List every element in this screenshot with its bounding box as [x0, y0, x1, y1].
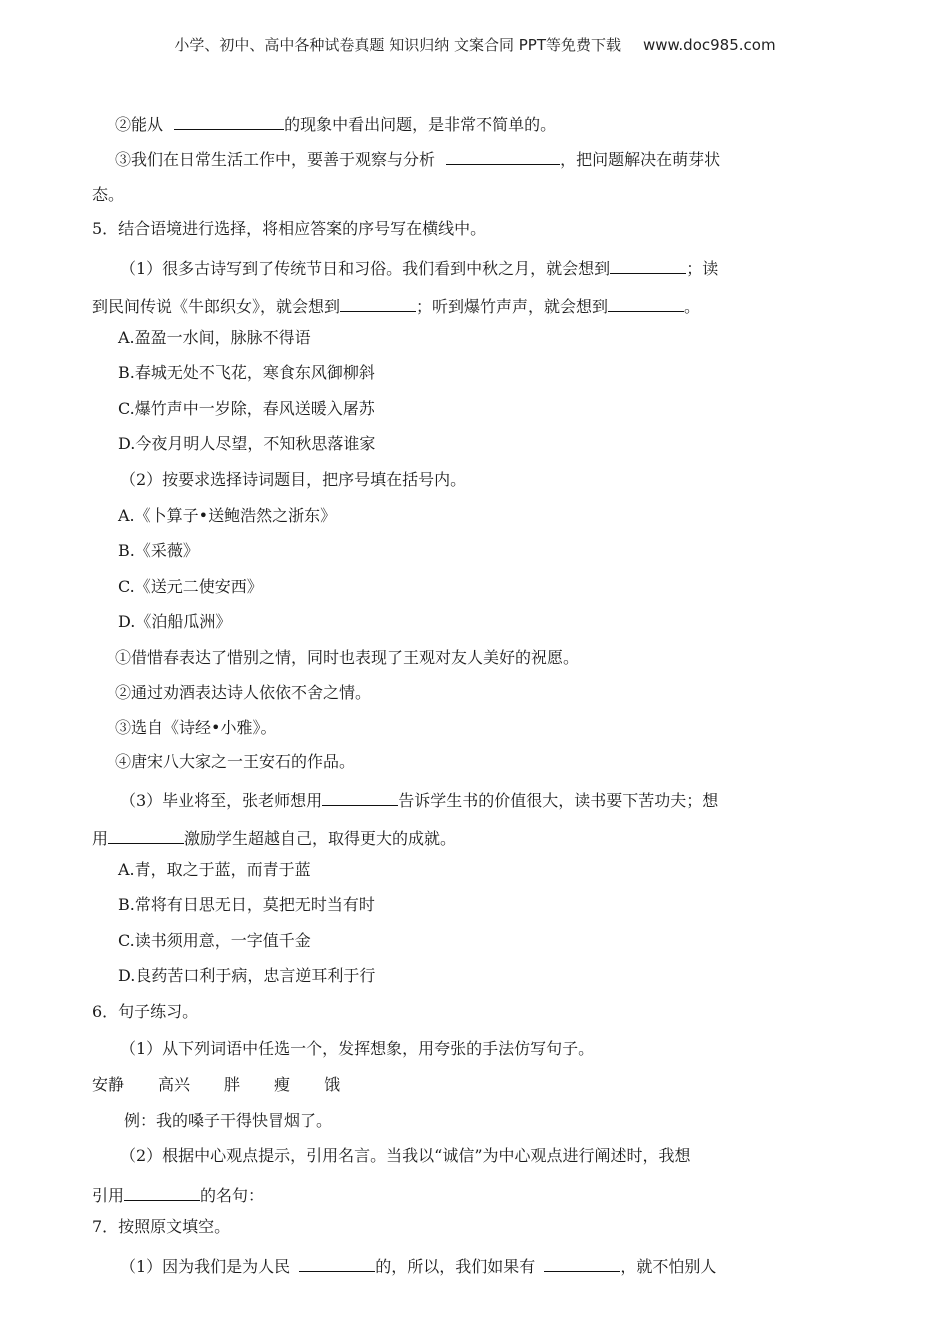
q5-p2: （2）按要求选择诗词题目，把序号填在括号内。	[120, 470, 467, 489]
blank[interactable]	[544, 1254, 620, 1272]
word: 瘦	[274, 1075, 291, 1094]
q5-option: C.《送元二使安西》	[118, 577, 263, 596]
q5-option: B.《采薇》	[118, 541, 199, 560]
blank[interactable]	[322, 788, 398, 806]
q5-option: A.青，取之于蓝，而青于蓝	[118, 860, 311, 879]
word: 安静	[92, 1075, 125, 1094]
q6-p1: （1）从下列词语中任选一个，发挥想象，用夸张的手法仿写句子。	[120, 1039, 595, 1058]
q5-p1-line1: （1）很多古诗写到了传统节日和习俗。我们看到中秋之月，就会想到 ；读	[120, 256, 718, 279]
page-header	[0, 34, 950, 55]
q5-statement: ③选自《诗经•小雅》。	[115, 718, 277, 737]
q4-line-2: ②能从 的现象中看出问题，是非常不简单的。	[115, 112, 556, 135]
q7-p1: （1）因为我们是为人民 的，所以，我们如果有 ，就不怕别人	[120, 1254, 716, 1277]
q5-p3-line1: （3）毕业将至，张老师想用 告诉学生书的价值很大，读书要下苦功夫；想	[120, 788, 718, 811]
q6-p2-line2: 引用 的名句：	[92, 1183, 264, 1206]
blank[interactable]	[610, 256, 686, 274]
q4-line-3-cont: 态。	[92, 185, 125, 204]
q5-option: A.《卜算子•送鲍浩然之浙东》	[118, 506, 337, 525]
header-text: 小学、初中、高中各种试卷真题 知识归纳 文案合同 PPT等免费下载	[174, 36, 621, 54]
q5-statement: ①借惜春表达了惜别之情，同时也表现了王观对友人美好的祝愿。	[115, 648, 580, 667]
q6-word-list	[92, 1075, 340, 1095]
q5-option: B.常将有日思无日，莫把无时当有时	[118, 895, 375, 914]
q5-statement: ④唐宋八大家之一王安石的作品。	[115, 752, 356, 771]
blank[interactable]	[108, 826, 184, 844]
word: 胖	[224, 1075, 241, 1094]
q5-option: C.爆竹声中一岁除，春风送暖入屠苏	[118, 399, 375, 418]
q4-line-3: ③我们在日常生活工作中，要善于观察与分析 ，把问题解决在萌芽状	[115, 147, 720, 170]
q5-p3-line2: 用 激励学生超越自己，取得更大的成就。	[92, 826, 456, 849]
q7-title: 7．按照原文填空。	[92, 1217, 231, 1236]
q6-p2-line1: （2）根据中心观点提示，引用名言。当我以“诚信”为中心观点进行阐述时，我想	[120, 1146, 691, 1165]
q5-option: D.今夜月明人尽望，不知秋思落谁家	[118, 434, 376, 453]
header-site: www.doc985.com	[642, 36, 776, 54]
word: 高兴	[158, 1075, 191, 1094]
q5-title: 5．结合语境进行选择，将相应答案的序号写在横线中。	[92, 219, 487, 238]
q5-option: A.盈盈一水间，脉脉不得语	[118, 328, 311, 347]
blank[interactable]	[124, 1183, 200, 1201]
word: 饿	[324, 1075, 341, 1094]
q6-example: 例：我的嗓子干得快冒烟了。	[124, 1111, 333, 1130]
blank[interactable]	[174, 112, 284, 130]
q5-p1-line2: 到民间传说《牛郎织女》，就会想到 ；听到爆竹声声，就会想到 。	[92, 294, 700, 317]
q5-option: C.读书须用意，一字值千金	[118, 931, 311, 950]
q5-option: D.《泊船瓜洲》	[118, 612, 232, 631]
q6-title: 6．句子练习。	[92, 1002, 199, 1021]
blank[interactable]	[608, 294, 684, 312]
q5-statement: ②通过劝酒表达诗人依依不舍之情。	[115, 683, 372, 702]
blank[interactable]	[299, 1254, 375, 1272]
q5-option: D.良药苦口利于病，忠言逆耳利于行	[118, 966, 376, 985]
blank[interactable]	[340, 294, 416, 312]
blank[interactable]	[446, 147, 560, 165]
q5-option: B.春城无处不飞花，寒食东风御柳斜	[118, 363, 375, 382]
